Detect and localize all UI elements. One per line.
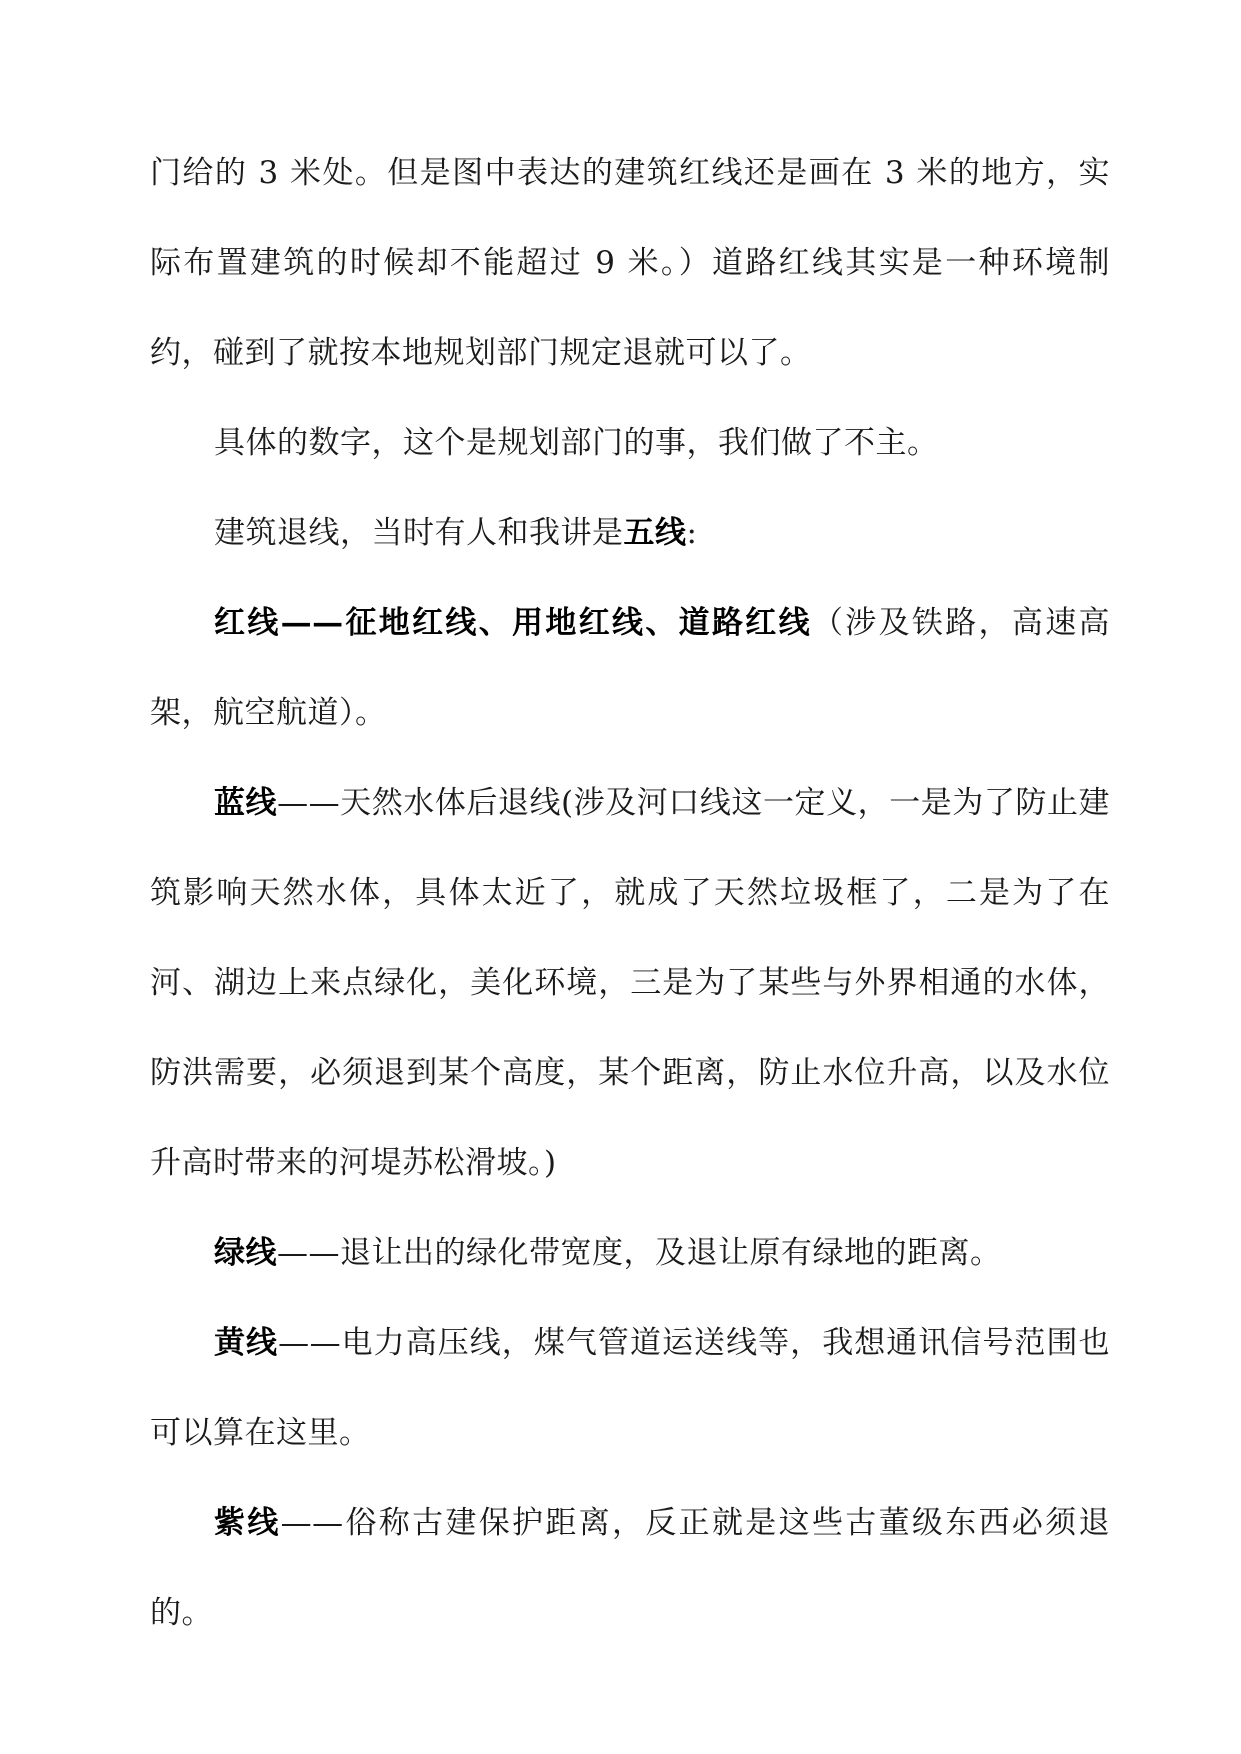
paragraph-yellow-line	[150, 1298, 1110, 1478]
paragraph-text: ——天然水体后退线(涉及河口线这一定义，一是为了防止建筑影响天然水体，具体太近了，就成了天然垃圾框了，二是为了在河、湖边上来点绿化，美化环境，三是为了某些与外界相通的水体，防洪需要，必须退到某个高度，某个距离，防止水位升高，以及水位升高时带来的河堤苏松滑坡。)	[150, 785, 1111, 1181]
paragraph-text: :	[686, 515, 698, 551]
paragraph-specific-numbers	[150, 398, 1110, 488]
bold-term-five-lines: 五线	[623, 515, 687, 551]
paragraph-blue-line	[150, 758, 1110, 1208]
paragraph-purple-line	[150, 1478, 1110, 1658]
bold-term-yellow-line: 黄线	[214, 1325, 279, 1361]
bold-term-blue-line: 蓝线	[214, 785, 278, 821]
paragraph-text: 具体的数字，这个是规划部门的事，我们做了不主。	[214, 425, 939, 461]
paragraph-continuation	[150, 128, 1110, 398]
paragraph-lead-text: 建筑退线，当时有人和我讲是	[214, 515, 624, 551]
paragraph-text: ——退让出的绿化带宽度，及退让原有绿地的距离。	[277, 1235, 1002, 1271]
bold-term-red-line: 红线——征地红线、用地红线、道路红线	[214, 605, 812, 641]
paragraph-five-lines-intro	[150, 488, 1110, 578]
paragraph-text: ——俗称古建保护距离，反正就是这些古董级东西必须退的。	[150, 1505, 1110, 1631]
paragraph-text: （涉及铁路，高速高架，航空航道）。	[150, 605, 1111, 731]
bold-term-purple-line: 紫线	[214, 1505, 281, 1541]
paragraph-red-line	[150, 578, 1110, 758]
paragraph-green-line	[150, 1208, 1110, 1298]
document-page	[150, 128, 1110, 1658]
paragraph-text: 门给的 3 米处。但是图中表达的建筑红线还是画在 3 米的地方，实际布置建筑的时候却不能超过 9 米。）道路红线其实是一种环境制约，碰到了就按本地规划部门规定退就可以了。	[150, 155, 1110, 371]
paragraph-text: ——电力高压线，煤气管道运送线等，我想通讯信号范围也可以算在这里。	[150, 1325, 1110, 1451]
bold-term-green-line: 绿线	[214, 1235, 277, 1271]
